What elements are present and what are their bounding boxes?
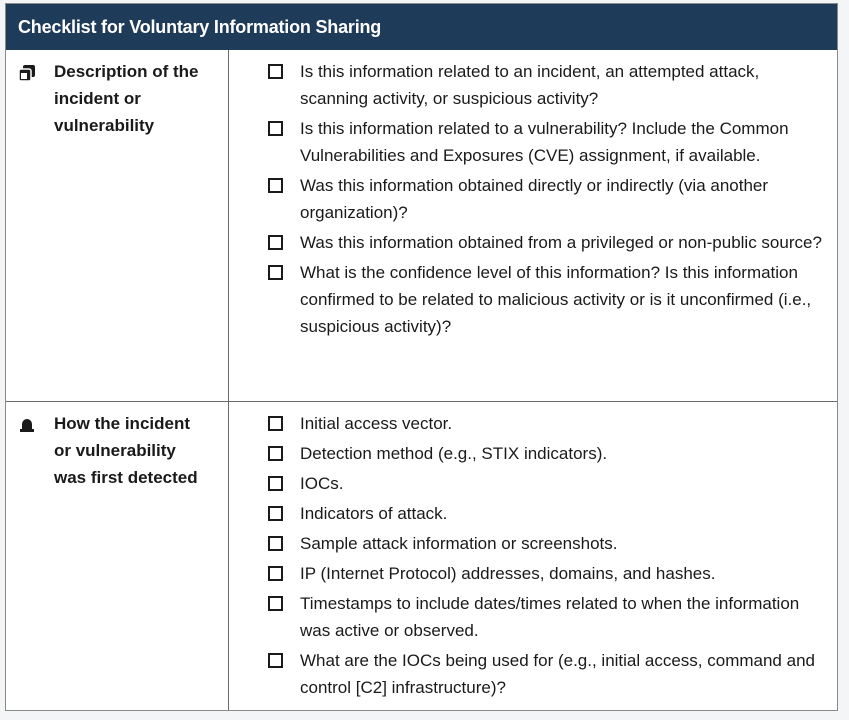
- checkbox[interactable]: [268, 506, 283, 521]
- checklist-items: [268, 410, 832, 704]
- checklist-item-text: IOCs.: [300, 474, 344, 493]
- checklist-item: [268, 560, 832, 587]
- checkbox[interactable]: [268, 64, 283, 79]
- checklist-item: [268, 115, 832, 169]
- checklist-item: [268, 440, 832, 467]
- table-title: Checklist for Voluntary Information Sharing: [18, 17, 382, 37]
- checklist-item-text: Sample attack information or screenshots.: [300, 534, 618, 553]
- checklist-item-text: Timestamps to include dates/times related to when the information was active or observed.: [300, 594, 800, 640]
- checklist-item: [268, 590, 832, 644]
- checklist-item-text: Indicators of attack.: [300, 504, 448, 523]
- section-label-cell: [6, 50, 228, 401]
- checkbox[interactable]: [268, 121, 283, 136]
- checklist-items: [268, 58, 832, 343]
- checkbox[interactable]: [268, 235, 283, 250]
- checkbox[interactable]: [268, 566, 283, 581]
- checkbox[interactable]: [268, 653, 283, 668]
- checklist-item: [268, 470, 832, 497]
- section-label: How the incident or vulnerability was first detected: [54, 414, 198, 487]
- checkbox[interactable]: [268, 596, 283, 611]
- checklist-item: [268, 58, 832, 112]
- checkbox[interactable]: [268, 178, 283, 193]
- checkbox[interactable]: [268, 416, 283, 431]
- alarm-light-icon: [18, 416, 36, 434]
- document-stack-icon: [18, 64, 36, 82]
- checklist-item: [268, 229, 832, 256]
- checklist-item-text: Is this information related to a vulnerability? Include the Common Vulnerabilities and Exposures (CVE) assignment, if available.: [300, 119, 789, 165]
- section-detection: [6, 402, 837, 710]
- section-label-cell: [6, 402, 228, 710]
- checklist-item-text: Is this information related to an incident, an attempted attack, scanning activity, or suspicious activity?: [300, 62, 760, 108]
- checkbox[interactable]: [268, 446, 283, 461]
- checkbox[interactable]: [268, 536, 283, 551]
- checklist-item-text: Detection method (e.g., STIX indicators).: [300, 444, 608, 463]
- section-description: [6, 50, 837, 402]
- checklist-item: [268, 259, 832, 340]
- checklist-item: [268, 530, 832, 557]
- checklist-item: [268, 647, 832, 701]
- checklist-table: [5, 3, 838, 711]
- checklist-item-text: What are the IOCs being used for (e.g., initial access, command and control [C2] infrastructure)?: [300, 651, 815, 697]
- checklist-item-text: Initial access vector.: [300, 414, 453, 433]
- checklist-item-text: IP (Internet Protocol) addresses, domains, and hashes.: [300, 564, 716, 583]
- checkbox[interactable]: [268, 265, 283, 280]
- checklist-item: [268, 500, 832, 527]
- checklist-item-text: What is the confidence level of this information? Is this information confirmed to be related to malicious activity or is it unconfirmed (i.e., suspicious activity)?: [300, 263, 812, 336]
- checklist-item-text: Was this information obtained directly or indirectly (via another organization)?: [300, 176, 769, 222]
- table-header: [6, 4, 837, 50]
- checklist-item: [268, 172, 832, 226]
- checklist-item: [268, 410, 832, 437]
- checkbox[interactable]: [268, 476, 283, 491]
- section-label: Description of the incident or vulnerability: [54, 62, 199, 135]
- checklist-item-text: Was this information obtained from a privileged or non-public source?: [300, 233, 822, 252]
